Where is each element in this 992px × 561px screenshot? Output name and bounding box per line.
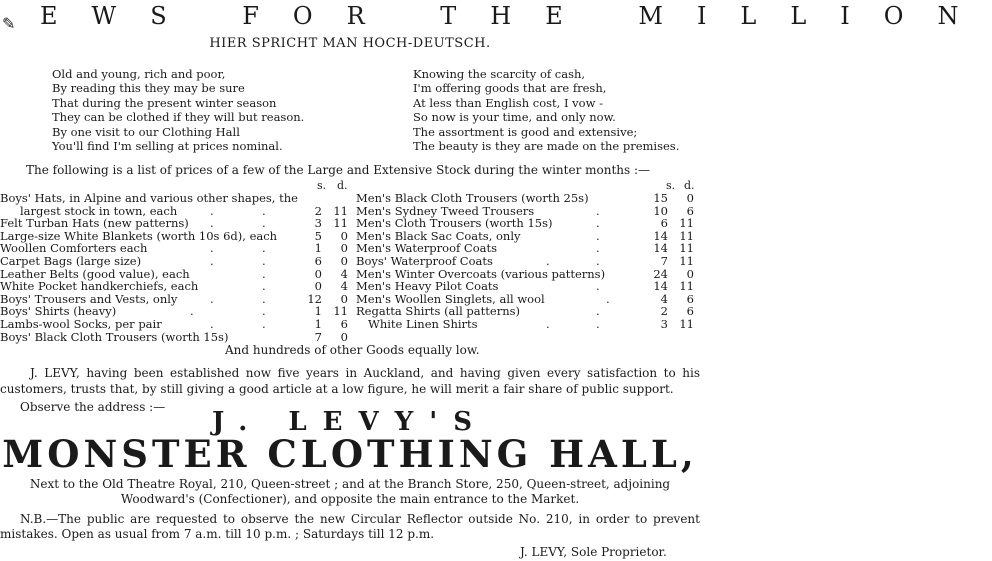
item-desc: White Linen Shirts <box>368 316 478 331</box>
masthead-title: EWS FOR THE MILLION <box>40 2 992 30</box>
item-desc: Men's Black Sac Coats, only <box>356 228 521 243</box>
price-table-left <box>0 192 352 343</box>
item-shillings: 15 <box>653 191 668 205</box>
item-shillings: 4 <box>660 291 668 306</box>
item-pence: 0 <box>340 228 348 243</box>
poem-line: Knowing the scarcity of cash, <box>413 67 586 81</box>
hall-name: MONSTER CLOTHING HALL, <box>2 432 698 476</box>
item-desc: Leather Belts (good value), each <box>0 266 190 281</box>
item-shillings: 0 <box>314 266 322 281</box>
poem-line: That during the present winter season <box>52 95 277 110</box>
item-pence: 11 <box>679 228 694 243</box>
item-pence: 11 <box>679 279 694 294</box>
item-pence: 11 <box>679 316 694 331</box>
price-row: Boys' Shirts (heavy) . . 1 11 <box>0 304 348 319</box>
left-shillings-head: s. <box>317 179 327 192</box>
price-row: Men's Cloth Trousers (worth 15s) . 6 11 <box>356 216 694 231</box>
poem-line: By one visit to our Clothing Hall <box>52 124 240 139</box>
poem-line: You'll find I'm selling at prices nominal. <box>52 139 283 154</box>
poem-line: Old and young, rich and poor, <box>52 67 226 81</box>
item-shillings: 24 <box>653 266 668 281</box>
price-row: Lambs-wool Socks, per pair . . 1 6 <box>0 316 348 331</box>
poem-line: At less than English cost, I vow - <box>413 95 603 110</box>
item-desc: Boys' Shirts (heavy) <box>0 304 117 319</box>
item-desc: Carpet Bags (large size) <box>0 253 142 268</box>
item-pence: 6 <box>340 316 348 331</box>
item-desc: Felt Turban Hats (new patterns) <box>0 216 189 231</box>
item-shillings: 1 <box>314 241 322 256</box>
item-shillings: 14 <box>653 228 668 243</box>
owner-name: J. LEVY'S <box>212 407 488 437</box>
item-desc: Large-size White Blankets (worth 10s 6d), each <box>0 228 278 243</box>
poem-line: So now is your time, and only now. <box>413 110 616 125</box>
price-row: Men's Woollen Singlets, all wool . 4 6 <box>356 291 694 306</box>
item-desc: White Pocket handkerchiefs, each <box>0 279 199 294</box>
item-desc: Boys' Trousers and Vests, only <box>0 291 178 306</box>
item-pence: 11 <box>679 216 694 231</box>
item-pence: 4 <box>340 279 348 294</box>
item-desc: Men's Heavy Pilot Coats <box>356 279 499 294</box>
item-shillings: 0 <box>314 279 322 294</box>
poem-line: By reading this they may be sure <box>52 81 245 96</box>
item-shillings: 12 <box>307 291 322 306</box>
item-desc: Men's Black Cloth Trousers (worth 25s) <box>356 191 589 205</box>
price-row: largest stock in town, each . . 2 11 <box>0 205 352 218</box>
item-pence: 0 <box>340 329 348 344</box>
item-shillings: 7 <box>660 253 668 268</box>
item-shillings: 14 <box>653 241 668 256</box>
item-desc: Boys' Hats, in Alpine and various other shapes, the <box>0 191 298 205</box>
item-desc: Men's Woollen Singlets, all wool <box>356 291 545 306</box>
poem-right-column <box>413 67 679 153</box>
item-pence: 11 <box>333 304 348 319</box>
item-desc: Woollen Comforters each <box>0 241 148 256</box>
item-pence: 6 <box>686 304 694 319</box>
price-row: Men's Black Sac Coats, only . 14 11 <box>356 228 694 243</box>
item-desc: Regatta Shirts (all patterns) <box>356 304 520 319</box>
price-table-right <box>356 192 700 331</box>
item-shillings: 2 <box>660 304 668 319</box>
item-shillings: 10 <box>653 203 668 218</box>
poem-line: The beauty is they are made on the premises. <box>413 139 680 154</box>
price-row: Regatta Shirts (all patterns) . 2 6 <box>356 304 694 319</box>
price-row: Carpet Bags (large size) . . 6 0 <box>0 253 348 268</box>
item-pence: 11 <box>679 241 694 256</box>
price-row <box>0 331 352 344</box>
address-text: Next to the Old Theatre Royal, 210, Queen-street ; and at the Branch Store, 250, Queen-street, adjoining Woodward's (Confectioner), and opposite the main entrance to the Market. <box>29 477 671 506</box>
price-row: White Pocket handkerchiefs, each . 0 4 <box>0 279 348 294</box>
item-shillings: 5 <box>314 228 322 243</box>
item-desc: Men's Cloth Trousers (worth 15s) <box>356 216 553 231</box>
right-pence-head: d. <box>684 179 695 192</box>
observe-address: Observe the address :— <box>20 400 166 414</box>
right-shillings-head: s. <box>666 179 676 192</box>
item-shillings: 3 <box>660 316 668 331</box>
item-shillings: 6 <box>314 253 322 268</box>
item-pence: 4 <box>340 266 348 281</box>
poem-line: They can be clothed if they will but reason. <box>52 110 305 125</box>
price-list-footer: And hundreds of other Goods equally low. <box>225 343 480 357</box>
body-paragraph: J. LEVY, having been established now five years in Auckland, and having given every satisfaction to his customers, trusts that, by still giving a good article at a low figure, he will merit a fair share of public support. <box>0 366 700 396</box>
nb-notice: N.B.—The public are requested to observe the new Circular Reflector outside No. 210, in order to prevent mistakes. Open as usual from 7 a.m. till 10 p.m. ; Saturdays till 12 p.m. <box>0 512 700 541</box>
price-row: Leather Belts (good value), each . 0 4 <box>0 266 348 281</box>
item-pence: 0 <box>686 191 694 205</box>
price-row: Woollen Comforters each . . 1 0 <box>0 241 348 256</box>
item-shillings: 1 <box>314 316 322 331</box>
decorative-hand-icon: ✎ <box>2 14 16 33</box>
item-shillings: 1 <box>314 304 322 319</box>
price-row <box>0 192 352 205</box>
item-pence: 11 <box>333 203 348 218</box>
price-row: White Linen Shirts . . 3 11 <box>356 318 700 331</box>
price-row: Felt Turban Hats (new patterns) . . 3 11 <box>0 216 348 231</box>
item-desc: Lambs-wool Socks, per pair <box>0 316 162 331</box>
price-row: Men's Sydney Tweed Trousers . 10 6 <box>356 203 694 218</box>
proprietor-signoff: J. LEVY, Sole Proprietor. <box>520 545 667 559</box>
left-pence-head: d. <box>337 179 348 192</box>
poem-left-column <box>52 67 304 153</box>
poem-line: I'm offering goods that are fresh, <box>413 81 607 96</box>
item-desc: Boys' Waterproof Coats <box>356 253 493 268</box>
item-shillings: 2 <box>314 203 322 218</box>
item-shillings: 14 <box>653 279 668 294</box>
item-pence: 6 <box>686 291 694 306</box>
price-row: Boys' Waterproof Coats . . 7 11 <box>356 253 694 268</box>
price-row: Men's Waterproof Coats . 14 11 <box>356 241 694 256</box>
poem-line: The assortment is good and extensive; <box>413 124 638 139</box>
price-list-intro: The following is a list of prices of a few of the Large and Extensive Stock during the winter months :— <box>26 163 651 177</box>
item-pence: 0 <box>340 241 348 256</box>
item-desc: Men's Winter Overcoats (various patterns) <box>356 266 606 281</box>
item-desc: Men's Sydney Tweed Trousers <box>356 203 535 218</box>
item-pence: 11 <box>333 216 348 231</box>
price-row: Boys' Trousers and Vests, only . . 12 0 <box>0 291 348 306</box>
price-row: Men's Heavy Pilot Coats . 14 11 <box>356 279 694 294</box>
item-shillings: 6 <box>660 216 668 231</box>
item-pence: 6 <box>686 203 694 218</box>
item-pence: 0 <box>340 253 348 268</box>
item-shillings: 7 <box>314 329 322 344</box>
masthead-subtitle: HIER SPRICHT MAN HOCH-DEUTSCH. <box>209 36 491 51</box>
item-desc: Men's Waterproof Coats <box>356 241 498 256</box>
item-pence: 0 <box>686 266 694 281</box>
item-pence: 11 <box>679 253 694 268</box>
item-shillings: 3 <box>314 216 322 231</box>
item-pence: 0 <box>340 291 348 306</box>
item-desc: Boys' Black Cloth Trousers (worth 15s) <box>0 329 229 344</box>
item-desc: largest stock in town, each <box>20 203 178 218</box>
